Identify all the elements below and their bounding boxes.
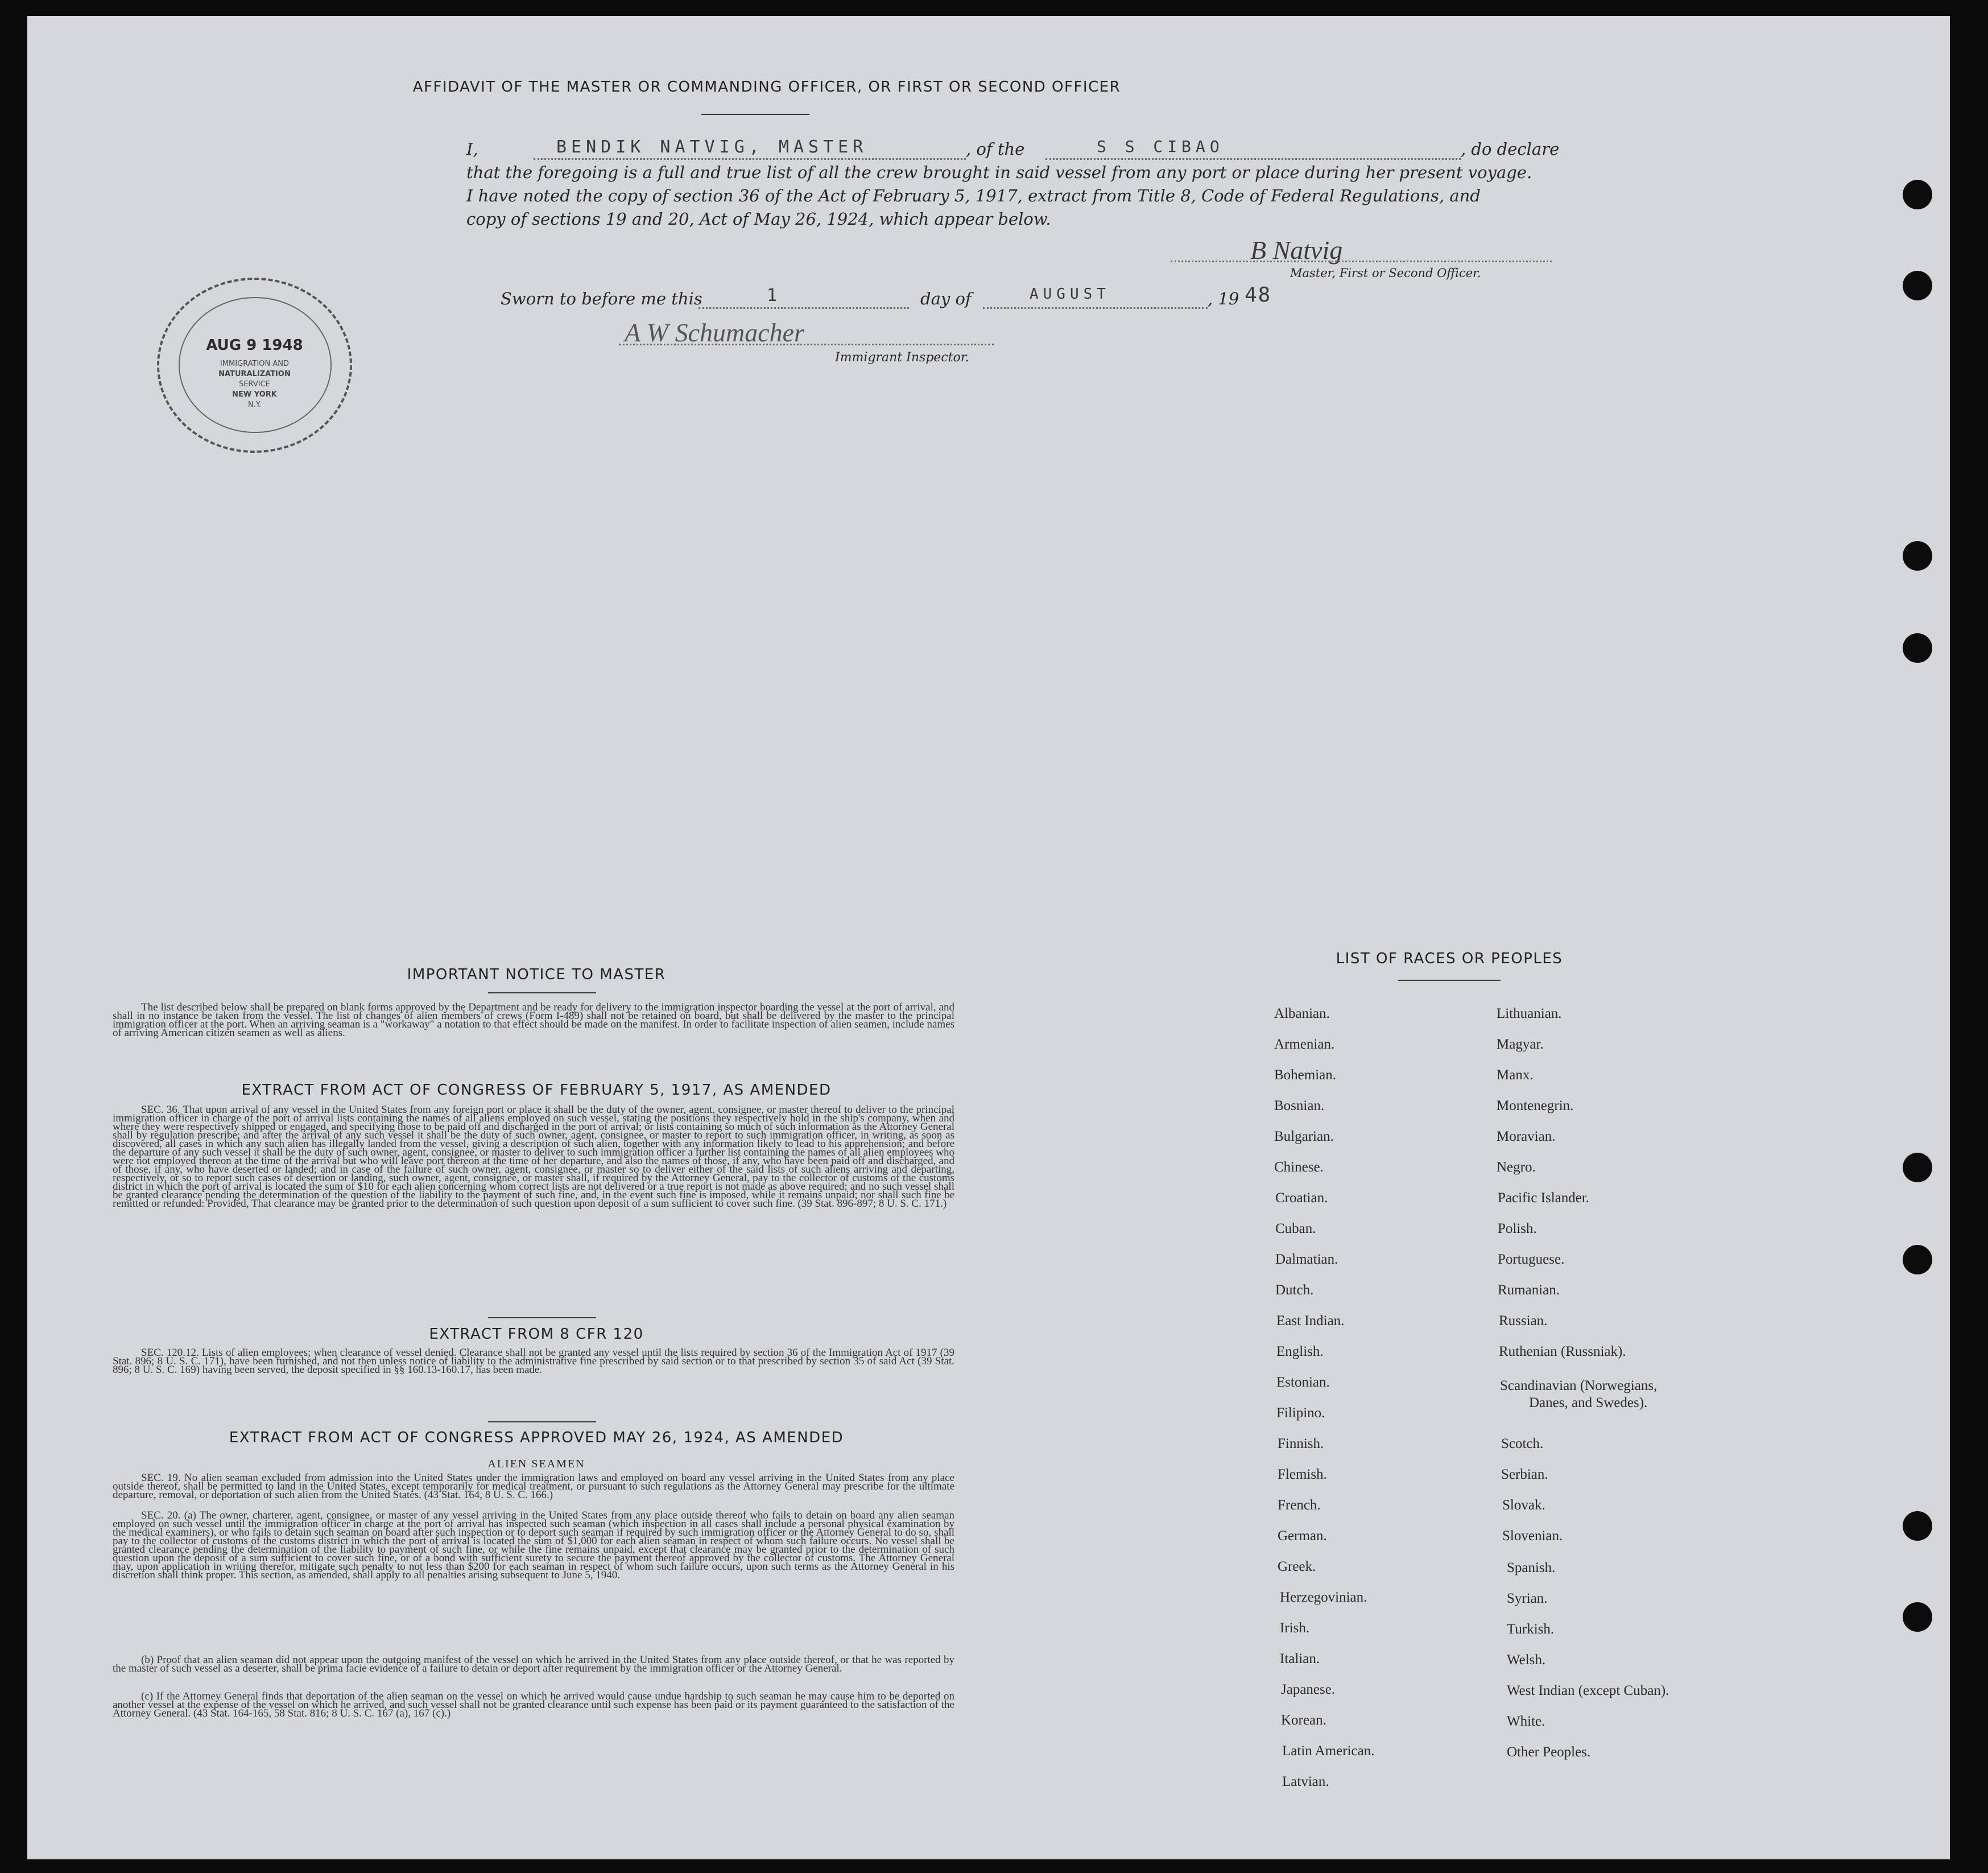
punch-hole <box>1903 1153 1932 1182</box>
stamp-line: IMMIGRATION AND <box>220 360 290 368</box>
race-item: German. <box>1278 1528 1327 1544</box>
race-item: Rumanian. <box>1498 1282 1560 1298</box>
race-item: Slovak. <box>1502 1497 1545 1513</box>
race-item: Cuban. <box>1275 1221 1316 1236</box>
race-item: English. <box>1276 1344 1324 1359</box>
extract-cfr-body: SEC. 120.12. Lists of alien employees; when clearance of vessel denied. Clearance shall not be granted any vessel until the lists required by section 36 of the Immigration Act of 1917 (39 Stat. 896; 8 U. S. C. 171), have been furnished, and not then unless notice of liability to the administrative fine prescribed by said section or to that prescribed by section 35 of said Act (39 Stat. 896; 8 U. S. C. 169) having been served, the deposit specified in §§ 160.13-160.17, has been made. <box>113 1347 954 1376</box>
sworn-prefix: Sworn to before me this <box>501 289 702 308</box>
race-item: Portuguese. <box>1498 1252 1565 1267</box>
race-item: Japanese. <box>1281 1682 1336 1697</box>
extract-1924-sec20c: (c) If the Attorney General finds that deportation of the alien seaman on the vessel on which he arrived would cause undue hardship to such seaman he may cause him to be deported on another vessel at the expense of the vessel on which he arrived, and such vessel shall not be granted clearance until such expense has been paid or its payment guaranteed to the satisfaction of the Attorney General. (43 Stat. 164-165, 58 Stat. 816; 8 U. S. C. 167 (a), 167 (c).) <box>113 1690 954 1719</box>
race-item: Italian. <box>1280 1651 1320 1666</box>
affidavit-title: AFFIDAVIT OF THE MASTER OR COMMANDING OFFICER, OR FIRST OR SECOND OFFICER <box>412 79 1121 96</box>
race-item: Polish. <box>1498 1221 1537 1236</box>
race-item: East Indian. <box>1276 1313 1345 1329</box>
sworn-month: AUGUST <box>1030 286 1110 303</box>
stamp-line: N.Y. <box>247 401 262 409</box>
extract-1917-body: SEC. 36. That upon arrival of any vessel in the United States from any foreign port or place it shall be the duty of the owner, agent, consignee, or master thereof to deliver to the principal immigration officer in charge of the port of arrival lists containing the names of all aliens employed on such vessel, stating the positions they respectively hold in the ship's company, when and where they were respectively shipped or engaged, and specifying those to be paid off and discharged in the port of arrival; or lists containing so much of such information as the Attorney General shall by regulation prescribe; and after the arrival of any such vessel it shall be the duty of such owner, agent, consignee, or master to report to such immigration officer, in writing, as soon as discovered, all cases in which any such alien has illegally landed from the vessel, giving a description of such alien, together with any information likely to lead to his apprehension; and before the departure of any such vessel it shall be the duty of such owner, agent, consignee, or master to deliver to such immigration officer a further list containing the names of all alien employees who were not employed thereon at the time of the arrival but who will leave port thereon at the time of her departure, and also the names of those, if any, who have been paid off and discharged, and of those, if any, who have deserted or landed; and in case of the failure of such owner, agent, consignee, or master so to deliver either of the said lists of such aliens arriving and departing, respectively, or so to report such cases of desertion or landing, such owner, agent, consignee, or master shall, if required by the Attorney General, pay to the collector of customs of the customs district in which the port of arrival is located the sum of $10 for each alien concerning whom correct lists are not delivered or a true report is not made as above required; and no such vessel shall be granted clearance pending the determination of the question of the liability to the payment of such fine, and, in the event such fine is imposed, while it remains unpaid; nor shall such fine be remitted or refunded: Provided, That clearance may be granted prior to the determination of such question upon deposit of a sum sufficient to cover such fine. (39 Stat. 896-897; 8 U. S. C. 171.) <box>113 1104 954 1210</box>
race-item: Turkish. <box>1507 1622 1555 1637</box>
race-item: Flemish. <box>1278 1467 1327 1482</box>
race-item: Montenegrin. <box>1497 1098 1574 1113</box>
punch-hole <box>1903 541 1932 571</box>
race-item: Bulgarian. <box>1274 1129 1334 1144</box>
race-item: Pacific Islander. <box>1498 1190 1590 1206</box>
punch-hole <box>1903 633 1932 663</box>
stamp-line: NEW YORK <box>232 390 277 399</box>
stamp-date: AUG 9 1948 <box>206 337 303 354</box>
race-item: Syrian. <box>1507 1591 1548 1606</box>
sworn-day-line <box>699 307 909 309</box>
race-item: Croatian. <box>1275 1190 1328 1206</box>
extract-1924-subtitle: ALIEN SEAMEN <box>487 1458 585 1470</box>
race-item: Negro. <box>1497 1160 1536 1175</box>
do-declare-text: , do declare <box>1461 139 1560 159</box>
race-item: Serbian. <box>1501 1467 1548 1482</box>
race-item: Bosnian. <box>1274 1098 1325 1113</box>
master-signature: B Natvig <box>1250 236 1343 265</box>
race-item: Scandinavian (Norwegians, <box>1500 1378 1658 1393</box>
races-title: LIST OF RACES OR PEOPLES <box>1336 950 1563 967</box>
race-item: Herzegovinian. <box>1280 1590 1367 1605</box>
race-item: Welsh. <box>1507 1652 1546 1668</box>
race-item: Russian. <box>1499 1313 1548 1329</box>
inspector-signature-line <box>619 344 994 345</box>
race-item: Moravian. <box>1497 1129 1556 1144</box>
race-item: Manx. <box>1497 1067 1534 1083</box>
master-signature-line <box>1171 261 1552 262</box>
races-underline <box>1398 980 1501 981</box>
punch-hole <box>1903 1245 1932 1274</box>
inspector-signature: A W Schumacher <box>625 318 804 347</box>
race-item: Dalmatian. <box>1275 1252 1338 1267</box>
race-item: White. <box>1507 1714 1545 1729</box>
race-item: Latvian. <box>1282 1774 1329 1789</box>
extract-1917-title: EXTRACT FROM ACT OF CONGRESS OF FEBRUARY 5, 1917, AS AMENDED <box>241 1082 832 1099</box>
notice-underline <box>488 992 596 993</box>
document-page <box>27 16 1950 1859</box>
race-item: Greek. <box>1278 1559 1316 1574</box>
extract-cfr-title: EXTRACT FROM 8 CFR 120 <box>429 1326 644 1343</box>
race-item: West Indian (except Cuban). <box>1507 1683 1669 1698</box>
day-of-text: day of <box>920 289 972 308</box>
race-item: Slovenian. <box>1502 1528 1563 1544</box>
inspection-stamp <box>157 278 352 453</box>
race-item: Scotch. <box>1501 1436 1544 1451</box>
race-item: Danes, and Swedes). <box>1529 1395 1648 1410</box>
race-item: Lithuanian. <box>1497 1006 1562 1021</box>
race-item: Armenian. <box>1274 1037 1335 1052</box>
race-item: Albanian. <box>1274 1006 1330 1021</box>
affidavit-body-line3: copy of sections 19 and 20, Act of May 26, 1924, which appear below. <box>466 209 1051 229</box>
master-caption: Master, First or Second Officer. <box>1290 266 1481 280</box>
extract-1924-sec20b: (b) Proof that an alien seaman did not appear upon the outgoing manifest of the vessel on which he arrived in the United States from any place outside thereof, or that he was reported by the master of such vessel as a deserter, shall be prima facie evidence of a failure to detain or deport after requirement by the immigration officer or the Attorney General. <box>113 1654 954 1674</box>
sworn-month-line <box>983 307 1208 309</box>
race-item: Other Peoples. <box>1507 1744 1591 1760</box>
sworn-day: 1 <box>767 286 782 306</box>
race-item: Filipino. <box>1276 1405 1325 1421</box>
declarant-prefix: I, <box>466 139 478 159</box>
punch-hole <box>1903 271 1932 300</box>
sworn-year: 48 <box>1245 283 1272 307</box>
declarant-name: BENDIK NATVIG, MASTER <box>556 137 868 157</box>
race-item: Irish. <box>1280 1620 1310 1636</box>
race-item: Dutch. <box>1275 1282 1314 1298</box>
vessel-name: S S CIBAO <box>1097 137 1224 156</box>
race-item: Magyar. <box>1497 1037 1544 1052</box>
extract-1924-sec19: SEC. 19. No alien seaman excluded from admission into the United States under the immigration laws and employed on board any vessel arriving in the United States from any place outside thereof, shall be permitted to land in the United States, except temporarily for medical treatment, or pursuant to such regulations as the Attorney General may prescribe for the ultimate departure, removal, or deportation of such alien from the United States. (43 Stat. 164, 8 U. S. C. 166.) <box>113 1472 954 1501</box>
extract-1924-sec20a: SEC. 20. (a) The owner, charterer, agent, consignee, or master of any vessel arriving in the United States from any place outside thereof who fails to detain on board any alien seaman employed on such vessel until the immigration officer in charge at the port of arrival has inspected such seaman (which inspection in all cases shall include a personal physical examination by the medical examiners), or who fails to detain such seaman on board after such inspection or to deport such seaman if required by such immigration officer or the Attorney General to do so, shall pay to the collector of customs of the customs district in which the port of arrival is located the sum of $1,000 for each alien seaman in respect of whom such failure occurs. No vessel shall be granted clearance pending the determination of the liability to payment of such fine, or while the fine remains unpaid, except that clearance may be granted prior to the determination of such question upon the deposit of a sum sufficient to cover such fine, or of a bond with sufficient surety to secure the payment thereof approved by the collector of customs. The Attorney General may, upon application in writing therefor, mitigate such penalty to not less than $200 for each seaman in respect of whom such failure occurs, upon such terms as the Attorney General in his discretion shall think proper. This section, as amended, shall apply to all penalties arising subsequent to June 5, 1940. <box>113 1509 954 1581</box>
declarant-name-line <box>534 158 966 160</box>
race-item: French. <box>1278 1497 1321 1513</box>
punch-hole <box>1903 180 1932 209</box>
notice-body: The list described below shall be prepared on blank forms approved by the Department and be ready for delivery to the immigration inspector boarding the vessel at the port of arrival, and shall in no instance be taken from the vessel. The list of changes of alien members of crews (Form I-489) shall not be retained on board, but shall be delivered by the master to the principal immigration officer at the port. When an arriving seaman is a "workaway" a notation to that effect should be made on the manifest. In order to facilitate inspection of alien seamen, include names of arriving American citizen seamen as well as aliens. <box>113 1001 954 1039</box>
race-item: Finnish. <box>1278 1436 1324 1451</box>
extract-1924-title: EXTRACT FROM ACT OF CONGRESS APPROVED MAY 26, 1924, AS AMENDED <box>229 1429 844 1446</box>
inspector-caption: Immigrant Inspector. <box>835 350 969 365</box>
affidavit-body-line1: that the foregoing is a full and true list of all the crew brought in said vessel from any port or place during her present voyage. <box>466 163 1532 182</box>
affidavit-body-line2: I have noted the copy of section 36 of the Act of February 5, 1917, extract from Title 8, Code of Federal Regulations, and <box>466 186 1481 205</box>
of-the-text: , of the <box>966 139 1025 159</box>
race-item: Chinese. <box>1274 1160 1324 1175</box>
race-item: Bohemian. <box>1274 1067 1337 1083</box>
punch-hole <box>1903 1511 1932 1541</box>
race-item: Latin American. <box>1282 1743 1375 1759</box>
notice-title: IMPORTANT NOTICE TO MASTER <box>407 966 666 983</box>
stamp-line: SERVICE <box>239 380 270 389</box>
race-item: Estonian. <box>1276 1375 1330 1390</box>
vessel-name-line <box>1045 158 1461 160</box>
section-divider <box>488 1421 596 1422</box>
race-item: Ruthenian (Russniak). <box>1499 1344 1626 1359</box>
punch-hole <box>1903 1602 1932 1632</box>
title-underline <box>701 114 809 115</box>
race-item: Spanish. <box>1507 1560 1556 1575</box>
section-divider <box>488 1317 596 1318</box>
race-item: Korean. <box>1281 1713 1326 1728</box>
stamp-line: NATURALIZATION <box>218 370 291 378</box>
year-prefix: , 19 <box>1208 289 1239 308</box>
